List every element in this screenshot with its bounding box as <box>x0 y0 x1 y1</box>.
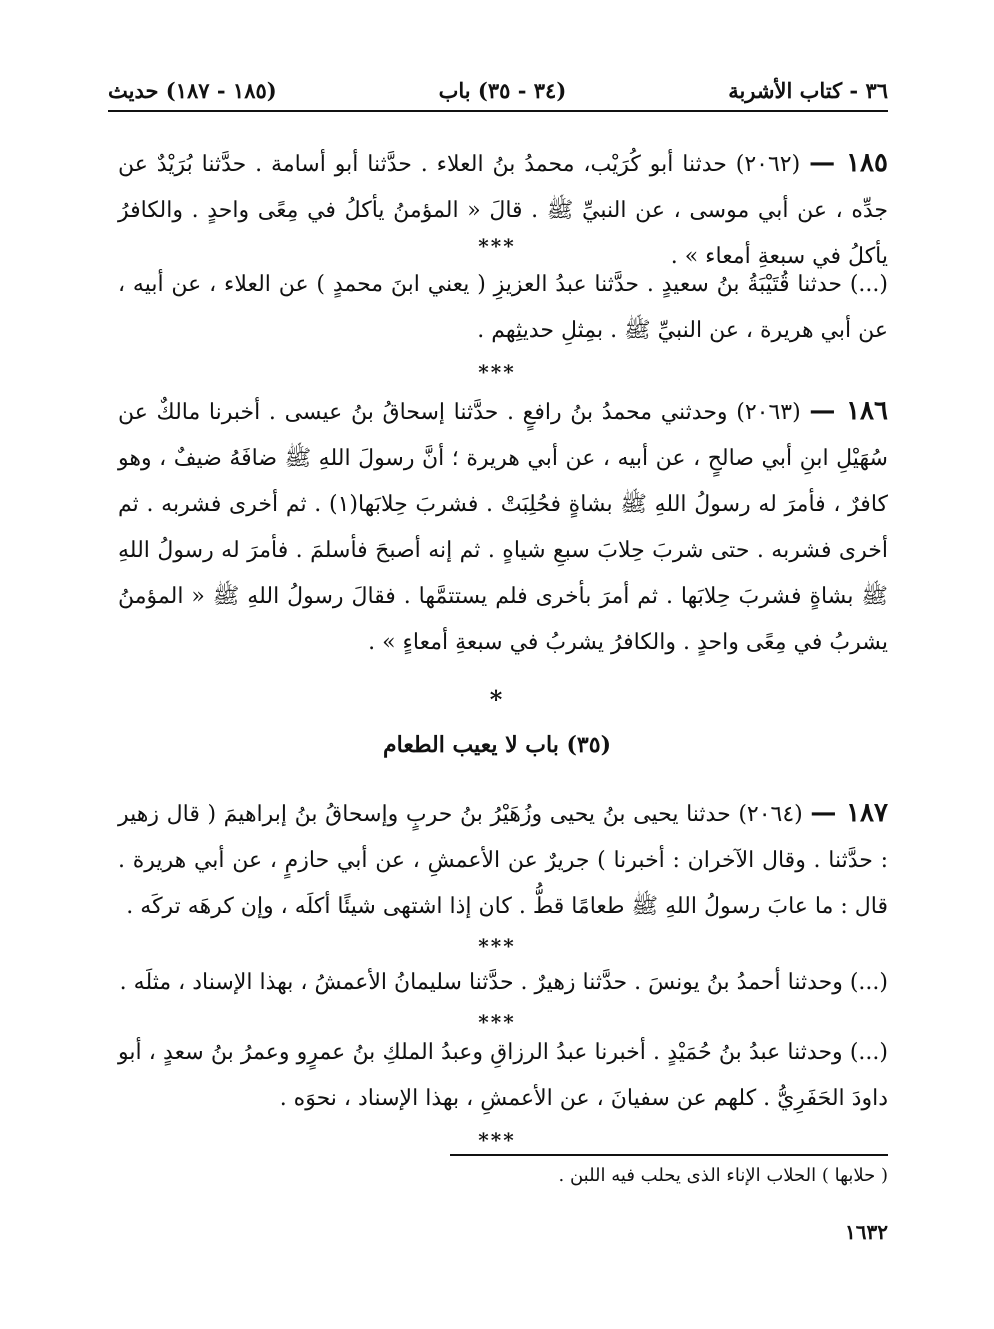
header-hadith-range: (١٨٥ - ١٨٧) حديث <box>108 77 277 103</box>
hadith-185-variant <box>118 262 888 354</box>
hadith-text: (...) حدثنا قُتَيْبَةُ بنُ سعيدٍ . حدَّثنا عبدُ العزيزِ ( يعني ابنَ محمدٍ ) عن العلاء ، عن أبيه ، عن أبي هريرة ، عن النبيِّ ﷺ . بمِثلِ حديثِهم . <box>118 272 888 343</box>
page-number: ١٦٣٢ <box>845 1220 888 1244</box>
hadith-text: وحدثني محمدُ بنُ رافعٍ . حدَّثنا إسحاقُ بنُ عيسى . أخبرنا مالكٌ عن سُهَيْلِ ابنِ أبي صالحٍ ، عن أبيه ، عن أبي هريرة ؛ أنَّ رسولَ اللهِ ﷺ ضافَهُ ضيفٌ ، وهو كافرٌ ، فأمرَ له رسولُ اللهِ ﷺ بشاةٍ فحُلِبَتْ . فشربَ حِلابَها(١) . ثم أخرى فشربه . ثم أخرى فشربه . حتى شربَ حِلابَ سبعِ شياهٍ . ثم إنه أصبحَ فأسلمَ . فأمرَ له رسولُ اللهِ ﷺ بشاةٍ فشربَ حِلابَها . ثم أمرَ بأخرى فلم يستتمَّها . فقالَ رسولُ اللهِ ﷺ « المؤمنُ يشربُ في مِعًى واحدٍ . والكافرُ يشربُ في سبعةِ أمعاءٍ » . <box>118 400 889 655</box>
hadith-text: حدثنا أبو كُرَيْب، محمدُ بنُ العلاء . حدَّثنا أبو أسامة . حدَّثنا بُرَيْدٌ عن جدِّه ، عن أبي موسى ، عن النبيِّ ﷺ . قالَ « المؤمنُ يأكلُ في مِعًى واحدٍ . والكافرُ يأكلُ في سبعةِ أمعاء » . <box>118 152 888 269</box>
separator-stars: *** <box>478 934 516 958</box>
header-chapter-range: (٣٤ - ٣٥) باب <box>438 77 567 103</box>
footnote-rule <box>450 1154 888 1156</box>
separator-stars: *** <box>478 360 516 384</box>
hadith-187-variant-2 <box>118 1030 888 1122</box>
hadith-reference: (٢٠٦٣) <box>736 400 801 425</box>
separator-stars: *** <box>478 234 516 258</box>
hadith-187-variant-1 <box>118 960 888 1006</box>
section-ornament: * <box>489 685 505 714</box>
chapter-heading: (٣٥) باب لا يعيب الطعام <box>383 732 611 758</box>
header-book-title: ٣٦ - كتاب الأشربة <box>728 77 888 103</box>
hadith-187 <box>118 790 888 930</box>
hadith-reference: (٢٠٦٢) <box>735 152 801 177</box>
hadith-number: ١٨٧ — <box>810 798 888 828</box>
hadith-text: حدثنا يحيى بنُ يحيى وزُهَيْرُ بنُ حربٍ وإسحاقُ بنُ إبراهيمَ ( قال زهير : حدَّثنا . وقال الآخران : أخبرنا ) جريرٌ عن الأعمشِ ، عن أبي حازمٍ ، عن أبي هريرة . قال : ما عابَ رسولُ اللهِ ﷺ طعامًا قطُّ . كان إذا اشتهى شيئًا أكلَه ، وإن كرهَه تركَه . <box>118 802 888 919</box>
hadith-reference: (٢٠٦٤) <box>738 802 803 827</box>
footnote: ( حلابها ) الحلاب الإناء الذى يحلب فيه اللبن . <box>558 1165 888 1186</box>
hadith-text: (...) وحدثنا عبدُ بنُ حُمَيْدٍ . أخبرنا عبدُ الرزاقِ وعبدُ الملكِ بنُ عمرٍو وعمرُ بنُ سعدٍ ، أبو داودَ الحَفَرِيُّ . كلهم عن سفيانَ ، عن الأعمشِ ، بهذا الإسناد ، نحوَه . <box>118 1040 888 1111</box>
hadith-185 <box>118 140 888 280</box>
separator-stars: *** <box>478 1128 516 1152</box>
header-rule <box>108 110 888 112</box>
hadith-186 <box>118 388 888 666</box>
running-header <box>108 72 888 108</box>
hadith-text: (...) وحدثنا أحمدُ بنُ يونسَ . حدَّثنا زهيرٌ . حدَّثنا سليمانُ الأعمشُ ، بهذا الإسناد ، مثلَه . <box>119 970 888 995</box>
separator-stars: *** <box>478 1010 516 1034</box>
hadith-number: ١٨٥ — <box>809 148 888 178</box>
hadith-number: ١٨٦ — <box>809 396 888 426</box>
